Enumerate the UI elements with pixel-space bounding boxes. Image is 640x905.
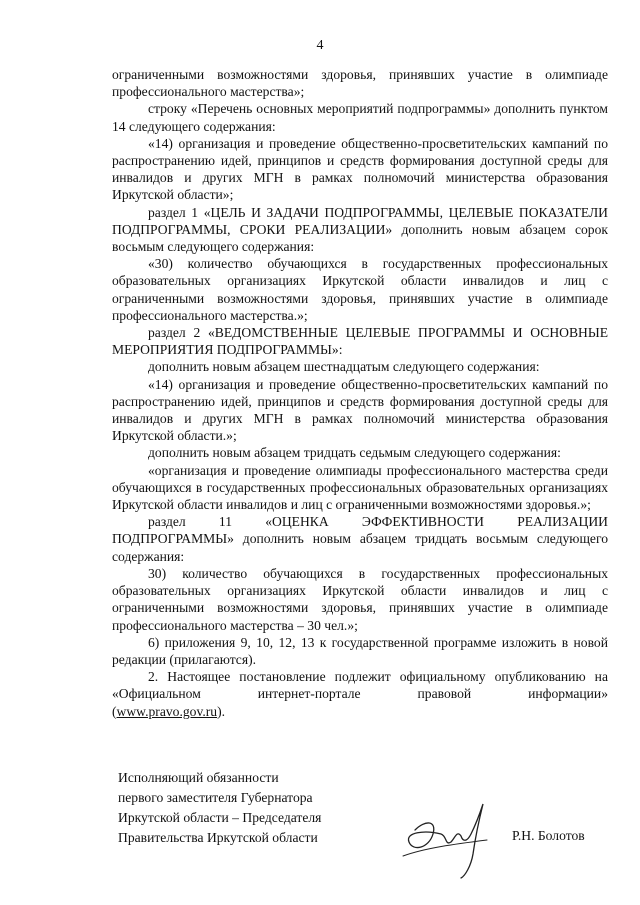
signatory-title-line: Иркутской области – Председателя (118, 810, 322, 825)
paragraph-9: дополнить новым абзацем тридцать седьмым следующего содержания: (148, 445, 561, 461)
paragraph-3: «14) организация и проведение общественно-просветительских кампаний по распространению идей, принципов и средств формирования доступной среды для инвалидов и других МГН в рамках полномочий министерства образования Иркутской области»; (112, 135, 608, 203)
paragraph-11: раздел 11 «ОЦЕНКА ЭФФЕКТИВНОСТИ РЕАЛИЗАЦИИ ПОДПРОГРАММЫ» дополнить новым абзацем тридцать восьмым следующего содержания: (112, 514, 608, 564)
paragraph-13: 6) приложения 9, 10, 12, 13 к государственной программе изложить в новой редакции (прилагаются). (112, 634, 608, 667)
paragraph-4: раздел 1 «ЦЕЛЬ И ЗАДАЧИ ПОДПРОГРАММЫ, ЦЕЛЕВЫЕ ПОКАЗАТЕЛИ ПОДПРОГРАММЫ, СРОКИ РЕАЛИЗАЦИИ» дополнить новым абзацем сорок восьмым следующего содержания: (112, 204, 608, 255)
paragraph-12: 30) количество обучающихся в государственных профессиональных образовательных организациях Иркутской области инвалидов и лиц с ограниченными возможностями здоровья, принявших участие в олимпиаде профессионального мастерства – 30 чел.»; (112, 565, 608, 633)
pravo-link[interactable]: www.pravo.gov.ru (116, 703, 218, 719)
signatory-title-line: Правительства Иркутской области (118, 830, 318, 845)
link-open-paren: ( (112, 703, 117, 719)
link-close-paren: ). (217, 703, 226, 719)
paragraph-7: дополнить новым абзацем шестнадцатым следующего содержания: (148, 359, 540, 375)
paragraph-8: «14) организация и проведение общественно-просветительских кампаний по распространению идей, принципов и средств формирования доступной среды для инвалидов и других МГН в рамках полномочий министерства образования Иркутской области.»; (112, 376, 608, 444)
signatory-title (118, 768, 321, 848)
document-body (112, 66, 608, 720)
signer-name: Р.Н. Болотов (512, 828, 585, 843)
paragraph-1: ограниченными возможностями здоровья, принявших участие в олимпиаде профессионального мастерства»; (112, 67, 608, 100)
page-number: 4 (316, 38, 324, 53)
paragraph-2: строку «Перечень основных мероприятий подпрограммы» дополнить пунктом 14 следующего содержания: (112, 101, 608, 134)
signatory-title-line: первого заместителя Губернатора (118, 790, 313, 805)
paragraph-10: «организация и проведение олимпиады профессионального мастерства среди обучающихся в государственных профессиональных образовательных организациях Иркутской области инвалидов и лиц с ограниченными возможностями здоровья.»; (112, 462, 608, 513)
link-paragraph (112, 703, 608, 720)
signatory-title-line: Исполняющий обязанности (118, 770, 279, 785)
paragraph-6: раздел 2 «ВЕДОМСТВЕННЫЕ ЦЕЛЕВЫЕ ПРОГРАММЫ И ОСНОВНЫЕ МЕРОПРИЯТИЯ ПОДПРОГРАММЫ»: (112, 325, 608, 358)
handwritten-signature (395, 790, 495, 880)
paragraph-5: «30) количество обучающихся в государственных профессиональных образовательных организациях Иркутской области инвалидов и лиц с ограниченными возможностями здоровья, принявших участие в олимпиаде профессионального мастерства.»; (112, 256, 608, 323)
paragraph-14: 2. Настоящее постановление подлежит официальному опубликованию на «Официальном интернет-портале правовой информации» (112, 669, 608, 702)
